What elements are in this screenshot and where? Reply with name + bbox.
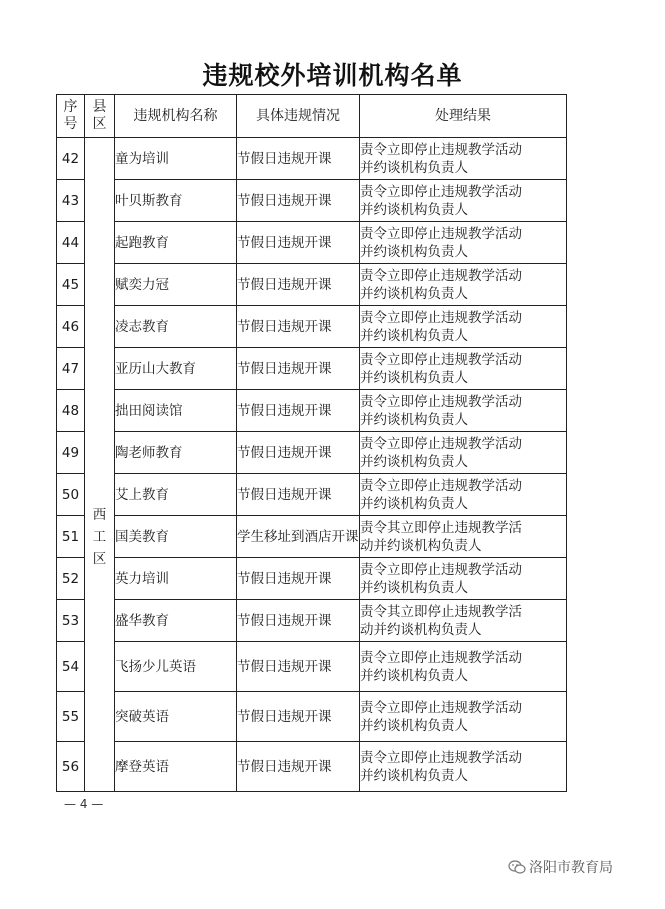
result-line-1: 责令其立即停止违规教学活 [360, 603, 522, 620]
row-number: 52 [57, 558, 85, 600]
result-line-2: 动并约谈机构负责人 [360, 621, 482, 638]
header-county-line2: 区 [92, 116, 107, 132]
institution-name: 童为培训 [115, 138, 237, 180]
institution-name: 拙田阅读馆 [115, 390, 237, 432]
row-number: 45 [57, 264, 85, 306]
table-row [57, 558, 567, 600]
handling-result [360, 642, 567, 692]
result-line-1: 责令立即停止违规教学活动 [360, 183, 522, 200]
table-row [57, 348, 567, 390]
row-number: 48 [57, 390, 85, 432]
table-row [57, 474, 567, 516]
violation-detail: 节假日违规开课 [237, 348, 360, 390]
table-row [57, 600, 567, 642]
county-cell [85, 138, 115, 792]
result-line-1: 责令立即停止违规教学活动 [360, 749, 522, 766]
institution-name: 陶老师教育 [115, 432, 237, 474]
header-seq [57, 95, 85, 138]
row-number: 55 [57, 692, 85, 742]
violation-detail: 学生移址到酒店开课 [237, 516, 360, 558]
row-number: 49 [57, 432, 85, 474]
handling-result [360, 180, 567, 222]
violation-detail: 节假日违规开课 [237, 306, 360, 348]
result-line-1: 责令立即停止违规教学活动 [360, 225, 522, 242]
violation-detail: 节假日违规开课 [237, 390, 360, 432]
table-row [57, 390, 567, 432]
violation-detail: 节假日违规开课 [237, 474, 360, 516]
row-number: 47 [57, 348, 85, 390]
result-line-1: 责令立即停止违规教学活动 [360, 309, 522, 326]
violation-detail: 节假日违规开课 [237, 558, 360, 600]
institution-name: 赋奕力冠 [115, 264, 237, 306]
row-number: 43 [57, 180, 85, 222]
result-line-1: 责令立即停止违规教学活动 [360, 393, 522, 410]
result-line-1: 责令其立即停止违规教学活 [360, 519, 522, 536]
watermark [508, 857, 613, 877]
row-number: 50 [57, 474, 85, 516]
table-header-row [57, 95, 567, 138]
result-line-2: 并约谈机构负责人 [360, 411, 468, 428]
violation-detail: 节假日违规开课 [237, 692, 360, 742]
result-line-2: 并约谈机构负责人 [360, 285, 468, 302]
handling-result [360, 742, 567, 792]
result-line-1: 责令立即停止违规教学活动 [360, 699, 522, 716]
institution-name: 英力培训 [115, 558, 237, 600]
row-number: 44 [57, 222, 85, 264]
header-name: 违规机构名称 [115, 95, 237, 138]
handling-result [360, 348, 567, 390]
result-line-2: 并约谈机构负责人 [360, 159, 468, 176]
result-line-1: 责令立即停止违规教学活动 [360, 649, 522, 666]
handling-result [360, 474, 567, 516]
table-row [57, 306, 567, 348]
table-row [57, 180, 567, 222]
handling-result [360, 558, 567, 600]
handling-result [360, 516, 567, 558]
institution-name: 突破英语 [115, 692, 237, 742]
violation-detail: 节假日违规开课 [237, 600, 360, 642]
row-number: 54 [57, 642, 85, 692]
header-county-line1: 县 [92, 99, 107, 115]
watermark-text: 洛阳市教育局 [529, 860, 613, 876]
page-number: — 4 — [64, 797, 104, 811]
result-line-2: 并约谈机构负责人 [360, 453, 468, 470]
result-line-1: 责令立即停止违规教学活动 [360, 435, 522, 452]
county-char: 西 [92, 506, 107, 523]
handling-result [360, 138, 567, 180]
result-line-2: 并约谈机构负责人 [360, 495, 468, 512]
document-title: 违规校外培训机构名单 [202, 61, 463, 90]
institution-name: 凌志教育 [115, 306, 237, 348]
institution-name: 盛华教育 [115, 600, 237, 642]
table-row [57, 138, 567, 180]
violation-detail: 节假日违规开课 [237, 264, 360, 306]
table-row [57, 742, 567, 792]
handling-result [360, 306, 567, 348]
result-line-1: 责令立即停止违规教学活动 [360, 477, 522, 494]
result-line-2: 动并约谈机构负责人 [360, 537, 482, 554]
institution-table [56, 94, 567, 792]
header-result: 处理结果 [360, 95, 567, 138]
result-line-2: 并约谈机构负责人 [360, 667, 468, 684]
result-line-1: 责令立即停止违规教学活动 [360, 561, 522, 578]
institution-name: 艾上教育 [115, 474, 237, 516]
result-line-1: 责令立即停止违规教学活动 [360, 267, 522, 284]
violation-detail: 节假日违规开课 [237, 642, 360, 692]
result-line-1: 责令立即停止违规教学活动 [360, 141, 522, 158]
wechat-icon [508, 859, 526, 875]
result-line-2: 并约谈机构负责人 [360, 369, 468, 386]
county-char: 工 [92, 528, 107, 545]
violation-detail: 节假日违规开课 [237, 432, 360, 474]
result-line-2: 并约谈机构负责人 [360, 767, 468, 784]
table-row [57, 692, 567, 742]
violation-detail: 节假日违规开课 [237, 138, 360, 180]
institution-name: 叶贝斯教育 [115, 180, 237, 222]
table-row [57, 516, 567, 558]
institution-name: 摩登英语 [115, 742, 237, 792]
table-row [57, 642, 567, 692]
result-line-2: 并约谈机构负责人 [360, 243, 468, 260]
handling-result [360, 264, 567, 306]
header-seq-line2: 号 [63, 116, 78, 132]
violation-detail: 节假日违规开课 [237, 222, 360, 264]
county-char: 区 [92, 550, 107, 567]
row-number: 56 [57, 742, 85, 792]
header-seq-line1: 序 [63, 99, 78, 115]
institution-name: 国美教育 [115, 516, 237, 558]
result-line-1: 责令立即停止违规教学活动 [360, 351, 522, 368]
row-number: 51 [57, 516, 85, 558]
row-number: 42 [57, 138, 85, 180]
violation-detail: 节假日违规开课 [237, 180, 360, 222]
handling-result [360, 390, 567, 432]
handling-result [360, 600, 567, 642]
row-number: 53 [57, 600, 85, 642]
result-line-2: 并约谈机构负责人 [360, 579, 468, 596]
institution-name: 飞扬少儿英语 [115, 642, 237, 692]
row-number: 46 [57, 306, 85, 348]
header-violation: 具体违规情况 [237, 95, 360, 138]
result-line-2: 并约谈机构负责人 [360, 201, 468, 218]
result-line-2: 并约谈机构负责人 [360, 327, 468, 344]
institution-name: 起跑教育 [115, 222, 237, 264]
handling-result [360, 432, 567, 474]
result-line-2: 并约谈机构负责人 [360, 717, 468, 734]
violation-detail: 节假日违规开课 [237, 742, 360, 792]
table-row [57, 222, 567, 264]
institution-name: 亚历山大教育 [115, 348, 237, 390]
handling-result [360, 222, 567, 264]
handling-result [360, 692, 567, 742]
table-row [57, 432, 567, 474]
header-county [85, 95, 115, 138]
table-row [57, 264, 567, 306]
